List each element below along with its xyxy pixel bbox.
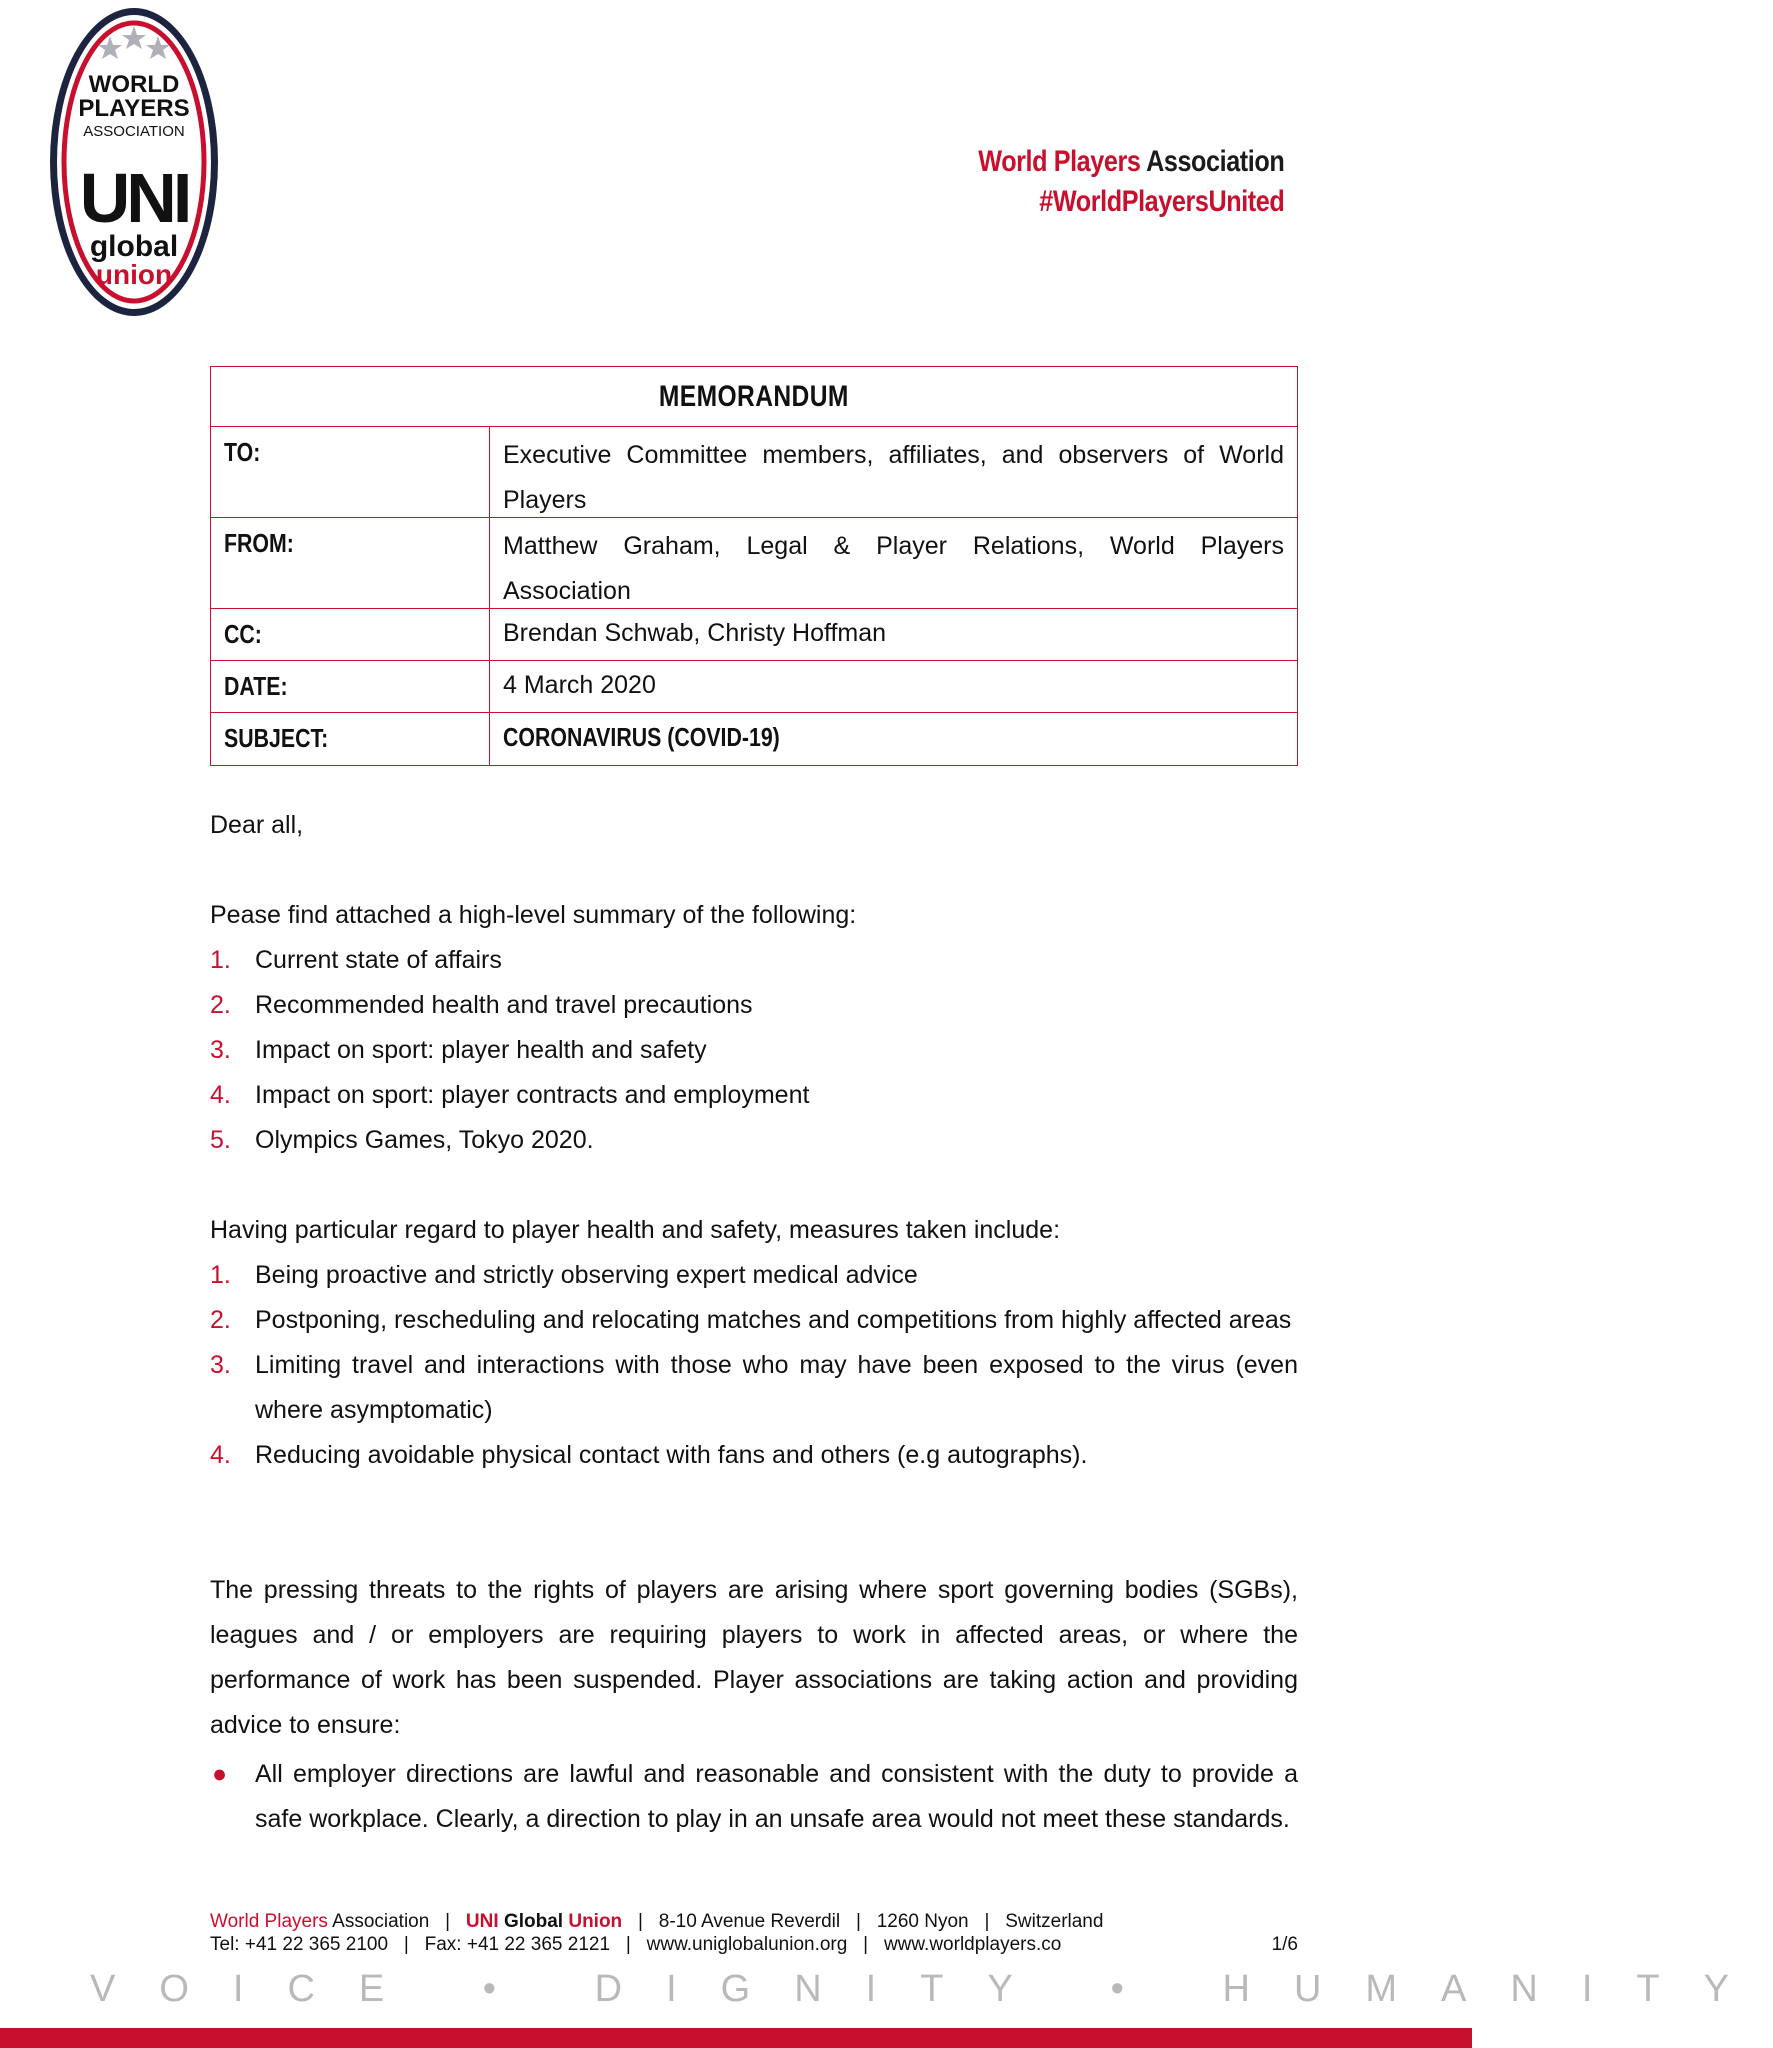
logo-line2: PLAYERS [78, 95, 190, 122]
measures-list [210, 1253, 1298, 1478]
memo-row-date [211, 661, 1297, 713]
memo-value-cc: Brendan Schwab, Christy Hoffman [503, 619, 887, 647]
threats-bullets [210, 1752, 1298, 1842]
logo-line3: ASSOCIATION [83, 123, 185, 140]
footer-link-uni[interactable]: www.uniglobalunion.org [646, 1934, 848, 1955]
list-item: 4. Impact on sport: player contracts and employment [210, 1081, 810, 1109]
list-item: 2. Recommended health and travel precautions [210, 991, 753, 1019]
header-brand-line [978, 142, 1284, 182]
logo-global: global [89, 230, 179, 263]
footer-tagline: VOICE • DIGNITY • HUMANITY [90, 1968, 1773, 2010]
memo-value-date: 4 March 2020 [503, 671, 656, 699]
memo-row-subject [211, 713, 1297, 765]
memo-row-cc [211, 609, 1297, 661]
memo-value-from: Matthew Graham, Legal & Player Relations, World Players Association [503, 532, 1284, 605]
page-footer [210, 1910, 1298, 1956]
memo-label-cc: CC: [224, 619, 262, 649]
list-item: 5. Olympics Games, Tokyo 2020. [210, 1126, 594, 1154]
list-item: 2. Postponing, rescheduling and relocating matches and competitions from highly affected areas [210, 1306, 1292, 1334]
summary-intro: Pease find attached a high-level summary of the following: [210, 901, 857, 929]
threats-section [210, 1568, 1298, 1842]
list-item: ● All employer directions are lawful and reasonable and consistent with the duty to provide a safe workplace. Clearly, a direction to play in an unsafe area would not meet these standards. [210, 1752, 1298, 1842]
list-item: 4. Reducing avoidable physical contact with fans and others (e.g autographs). [210, 1441, 1088, 1469]
memorandum-table [210, 366, 1298, 766]
footer-accent-bar [0, 2028, 1472, 2048]
summary-section [210, 893, 1298, 1163]
brand-dark-text: Association [1145, 145, 1284, 178]
measures-section [210, 1208, 1298, 1478]
memo-value-subject: CORONAVIRUS (COVID-19) [503, 722, 780, 752]
memo-label-to: TO: [224, 437, 261, 467]
page-number: 1/6 [1271, 1934, 1298, 1955]
memo-row-to [211, 427, 1297, 518]
logo-uni: UNI [79, 159, 189, 237]
footer-line1: World Players Association | UNI Global Union | 8-10 Avenue Reverdil | 1260 Nyon | Switzerland [210, 1911, 1104, 1932]
logo-line1: WORLD [88, 71, 180, 98]
memo-label-subject: SUBJECT: [224, 723, 329, 753]
measures-intro: Having particular regard to player health and safety, measures taken include: [210, 1216, 1061, 1244]
brand-red-text: World Players [977, 145, 1141, 178]
list-item: 3. Limiting travel and interactions with those who may have been exposed to the virus (even where asymptomatic) [210, 1351, 1298, 1424]
brand-hashtag: #WorldPlayersUnited [1038, 185, 1284, 218]
bullet-dot-icon: ● [212, 1760, 228, 1788]
footer-link-wpa[interactable]: www.worldplayers.co [883, 1934, 1062, 1955]
list-item: 3. Impact on sport: player health and safety [210, 1036, 707, 1064]
list-item: 1. Current state of affairs [210, 946, 502, 974]
summary-list [210, 938, 1298, 1163]
memo-value-to: Executive Committee members, affiliates, and observers of World Players [503, 441, 1284, 514]
memo-title: MEMORANDUM [659, 379, 849, 413]
logo-union: union [95, 259, 173, 290]
threats-paragraph: The pressing threats to the rights of players are arising where sport governing bodies (SGBs), leagues and / or employers are requiring players to work in affected areas, or where the performance of work has been suspended. Player associations are taking action and providing advice to ensure: [210, 1576, 1298, 1739]
header-brand [978, 142, 1284, 222]
greeting: Dear all, [210, 811, 304, 839]
logo-emblem [46, 4, 222, 320]
memo-label-from: FROM: [224, 528, 294, 558]
footer-line2: Tel: +41 22 365 2100 | Fax: +41 22 365 2121 | www.uniglobalunion.org | www.worldplayers.co [210, 1934, 1062, 1955]
memo-title-row [211, 367, 1297, 427]
memo-label-date: DATE: [224, 671, 288, 701]
memo-row-from [211, 518, 1297, 609]
list-item: 1. Being proactive and strictly observing expert medical advice [210, 1261, 918, 1289]
world-players-uni-logo [46, 4, 222, 320]
